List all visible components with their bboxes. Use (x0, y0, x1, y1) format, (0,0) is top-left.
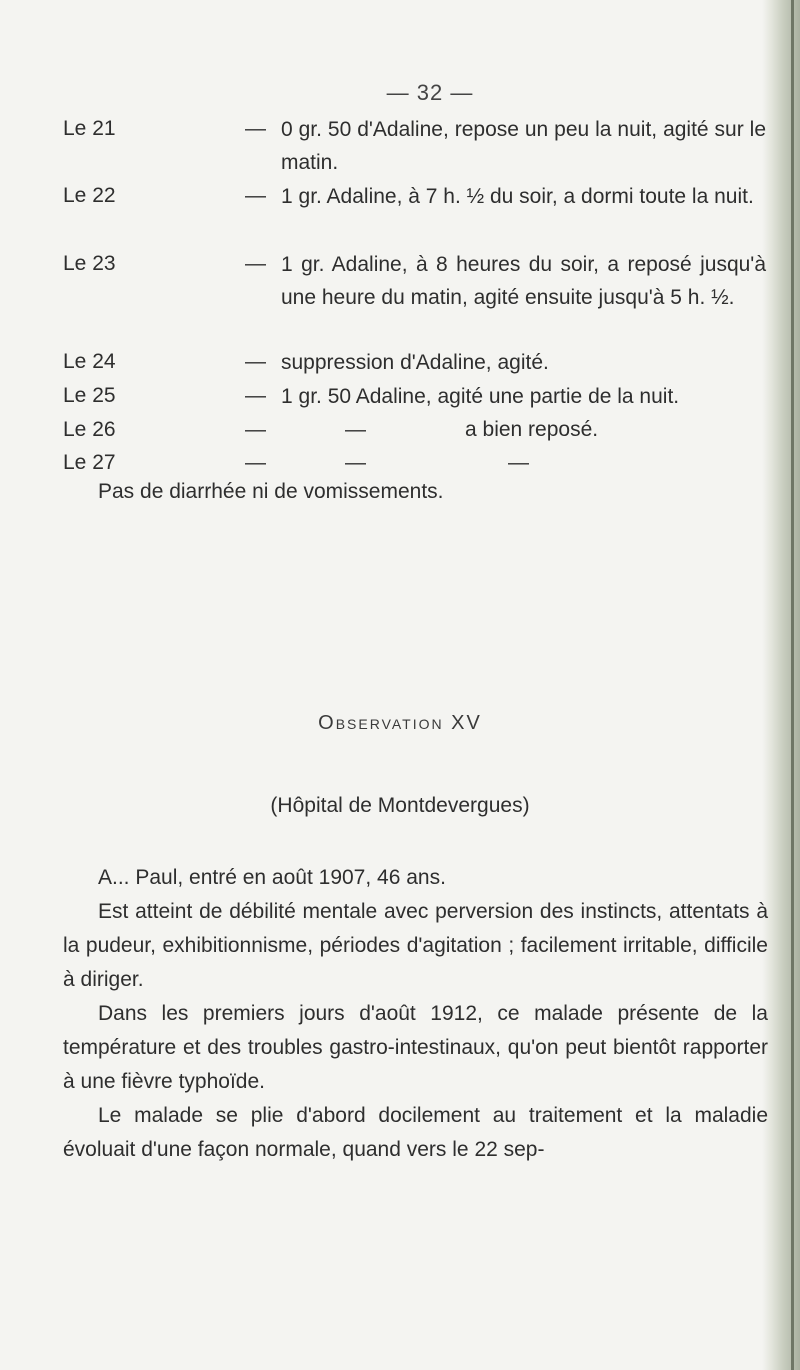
entry-text: a bien reposé. (465, 418, 599, 441)
entry-dash: — (245, 117, 266, 140)
page-edge-line (791, 0, 794, 1370)
ditto-dash: — (345, 418, 366, 441)
entry-date: Le 25 (63, 384, 116, 407)
entry-dash: — (245, 451, 266, 474)
hospital-name: (Hôpital de Montdevergues) (270, 794, 530, 817)
closing-line: Pas de diarrhée ni de vomissements. (98, 480, 444, 503)
entry-date: Le 27 (63, 451, 116, 474)
entry-dash: — (245, 384, 266, 407)
entry-text: 1 gr. Adaline, à 8 heures du soir, a reposé jusqu'à une heure du matin, agité ensuite jusqu'à 5 h. ½. (281, 253, 766, 309)
entry-date: Le 22 (63, 184, 116, 207)
paragraph: A... Paul, entré en août 1907, 46 ans. (98, 866, 446, 889)
entry-text: 0 gr. 50 d'Adaline, repose un peu la nuit, agité sur le matin. (281, 118, 766, 174)
entry-dash: — (245, 418, 266, 441)
entry-dash: — (245, 350, 266, 373)
body-text (63, 861, 768, 1167)
entry-dash: — (245, 184, 266, 207)
entry-date: Le 26 (63, 418, 116, 441)
entry-dash: — (245, 252, 266, 275)
ditto-dash: — (508, 451, 529, 474)
entry-text: suppression d'Adaline, agité. (281, 351, 549, 374)
ditto-dash: — (345, 451, 366, 474)
paragraph: Est atteint de débilité mentale avec perversion des instincts, attentats à la pudeur, exhibitionnisme, périodes d'agitation ; facilement irritable, difficile à diriger. (63, 900, 768, 991)
entry-text: 1 gr. Adaline, à 7 h. ½ du soir, a dormi toute la nuit. (281, 185, 754, 208)
page-number: — 32 — (386, 80, 474, 105)
paragraph: Le malade se plie d'abord docilement au traitement et la maladie évoluait d'une façon normale, quand vers le 22 sep- (63, 1104, 768, 1161)
observation-title: Observation XV (318, 712, 482, 734)
entry-text: 1 gr. 50 Adaline, agité une partie de la nuit. (281, 385, 680, 408)
paragraph: Dans les premiers jours d'août 1912, ce malade présente de la température et des troubles gastro-intestinaux, qu'on peut bientôt rapporter à une fièvre typhoïde. (63, 1002, 768, 1093)
entry-date: Le 23 (63, 252, 116, 275)
entry-date: Le 24 (63, 350, 116, 373)
entry-date: Le 21 (63, 117, 116, 140)
